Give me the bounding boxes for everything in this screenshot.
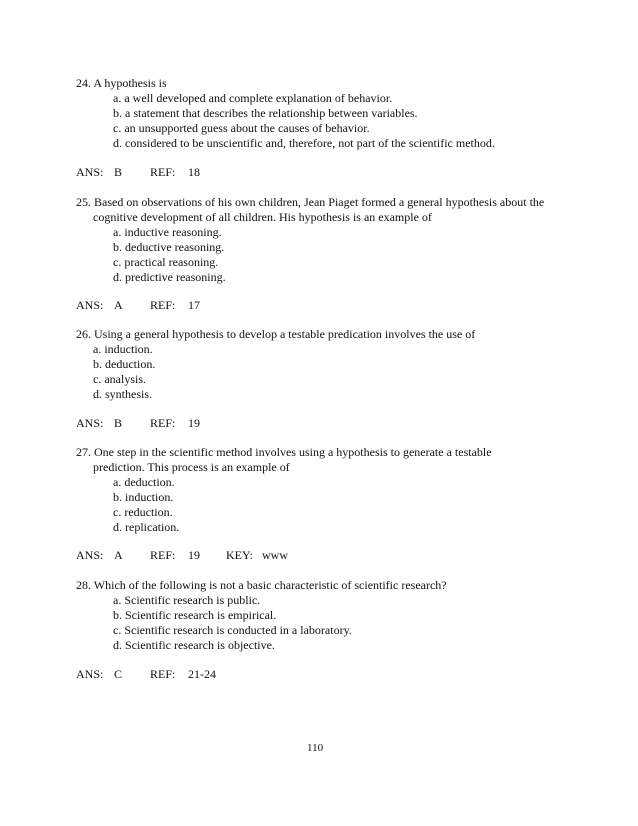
- question-25-option-d: d. predictive reasoning.: [113, 270, 226, 284]
- question-28-stem: 28. Which of the following is not a basic characteristic of scientific research?: [76, 578, 447, 592]
- question-24-answer: [76, 165, 200, 179]
- page-number: 110: [307, 742, 324, 754]
- question-24-stem: 24. A hypothesis is: [76, 76, 167, 90]
- key-value: www: [262, 548, 288, 562]
- question-25-option-c: c. practical reasoning.: [113, 255, 219, 269]
- ref-value: 17: [188, 298, 200, 312]
- question-26-option-d: d. synthesis.: [93, 387, 153, 401]
- ans-value: A: [114, 298, 123, 312]
- question-27-option-c: c. reduction.: [113, 505, 173, 519]
- question-26-option-a: a. induction.: [93, 342, 153, 356]
- question-25-option-b: b. deductive reasoning.: [113, 240, 225, 254]
- question-25-option-a: a. inductive reasoning.: [113, 225, 222, 239]
- ref-value: 19: [188, 548, 200, 562]
- question-28-option-a: a. Scientific research is public.: [113, 593, 261, 607]
- ref-label: REF:: [150, 165, 176, 179]
- question-27-option-a: a. deduction.: [113, 475, 175, 489]
- ref-value: 19: [188, 416, 200, 430]
- question-24-option-c: c. an unsupported guess about the causes of behavior.: [113, 121, 370, 135]
- ans-value: C: [114, 667, 123, 681]
- question-24-option-a: a. a well developed and complete explanation of behavior.: [113, 91, 393, 105]
- question-28-option-b: b. Scientific research is empirical.: [113, 608, 277, 622]
- question-28-option-c: c. Scientific research is conducted in a laboratory.: [113, 623, 352, 637]
- key-label: KEY:: [226, 548, 253, 562]
- ans-label: ANS:: [76, 298, 104, 312]
- question-25-answer: [76, 298, 200, 312]
- ans-label: ANS:: [76, 165, 104, 179]
- ref-label: REF:: [150, 298, 176, 312]
- question-24-option-d: d. considered to be unscientific and, therefore, not part of the scientific method.: [113, 136, 495, 150]
- question-26-answer: [76, 416, 200, 430]
- question-28-option-d: d. Scientific research is objective.: [113, 638, 275, 652]
- question-25-stem-cont: cognitive development of all children. His hypothesis is an example of: [93, 210, 432, 224]
- ans-value: A: [114, 548, 123, 562]
- ref-value: 18: [188, 165, 200, 179]
- ref-label: REF:: [150, 667, 176, 681]
- ref-label: REF:: [150, 548, 176, 562]
- question-27-option-d: d. replication.: [113, 520, 180, 534]
- ans-label: ANS:: [76, 416, 104, 430]
- ans-label: ANS:: [76, 548, 104, 562]
- question-28-answer: [76, 667, 216, 681]
- ref-label: REF:: [150, 416, 176, 430]
- ans-label: ANS:: [76, 667, 104, 681]
- question-27-stem: 27. One step in the scientific method involves using a hypothesis to generate a testable: [76, 445, 492, 459]
- question-26-stem: 26. Using a general hypothesis to develop a testable predication involves the use of: [76, 327, 476, 341]
- question-27-answer: [76, 548, 288, 562]
- question-27-option-b: b. induction.: [113, 490, 174, 504]
- ref-value: 21-24: [188, 667, 216, 681]
- ans-value: B: [114, 165, 123, 179]
- ans-value: B: [114, 416, 123, 430]
- question-26-option-c: c. analysis.: [93, 372, 146, 386]
- question-27-stem-cont: prediction. This process is an example of: [93, 460, 290, 474]
- question-25-stem: 25. Based on observations of his own children, Jean Piaget formed a general hypothesis about the: [76, 195, 545, 209]
- question-26-option-b: b. deduction.: [93, 357, 156, 371]
- question-24-option-b: b. a statement that describes the relationship between variables.: [113, 106, 418, 120]
